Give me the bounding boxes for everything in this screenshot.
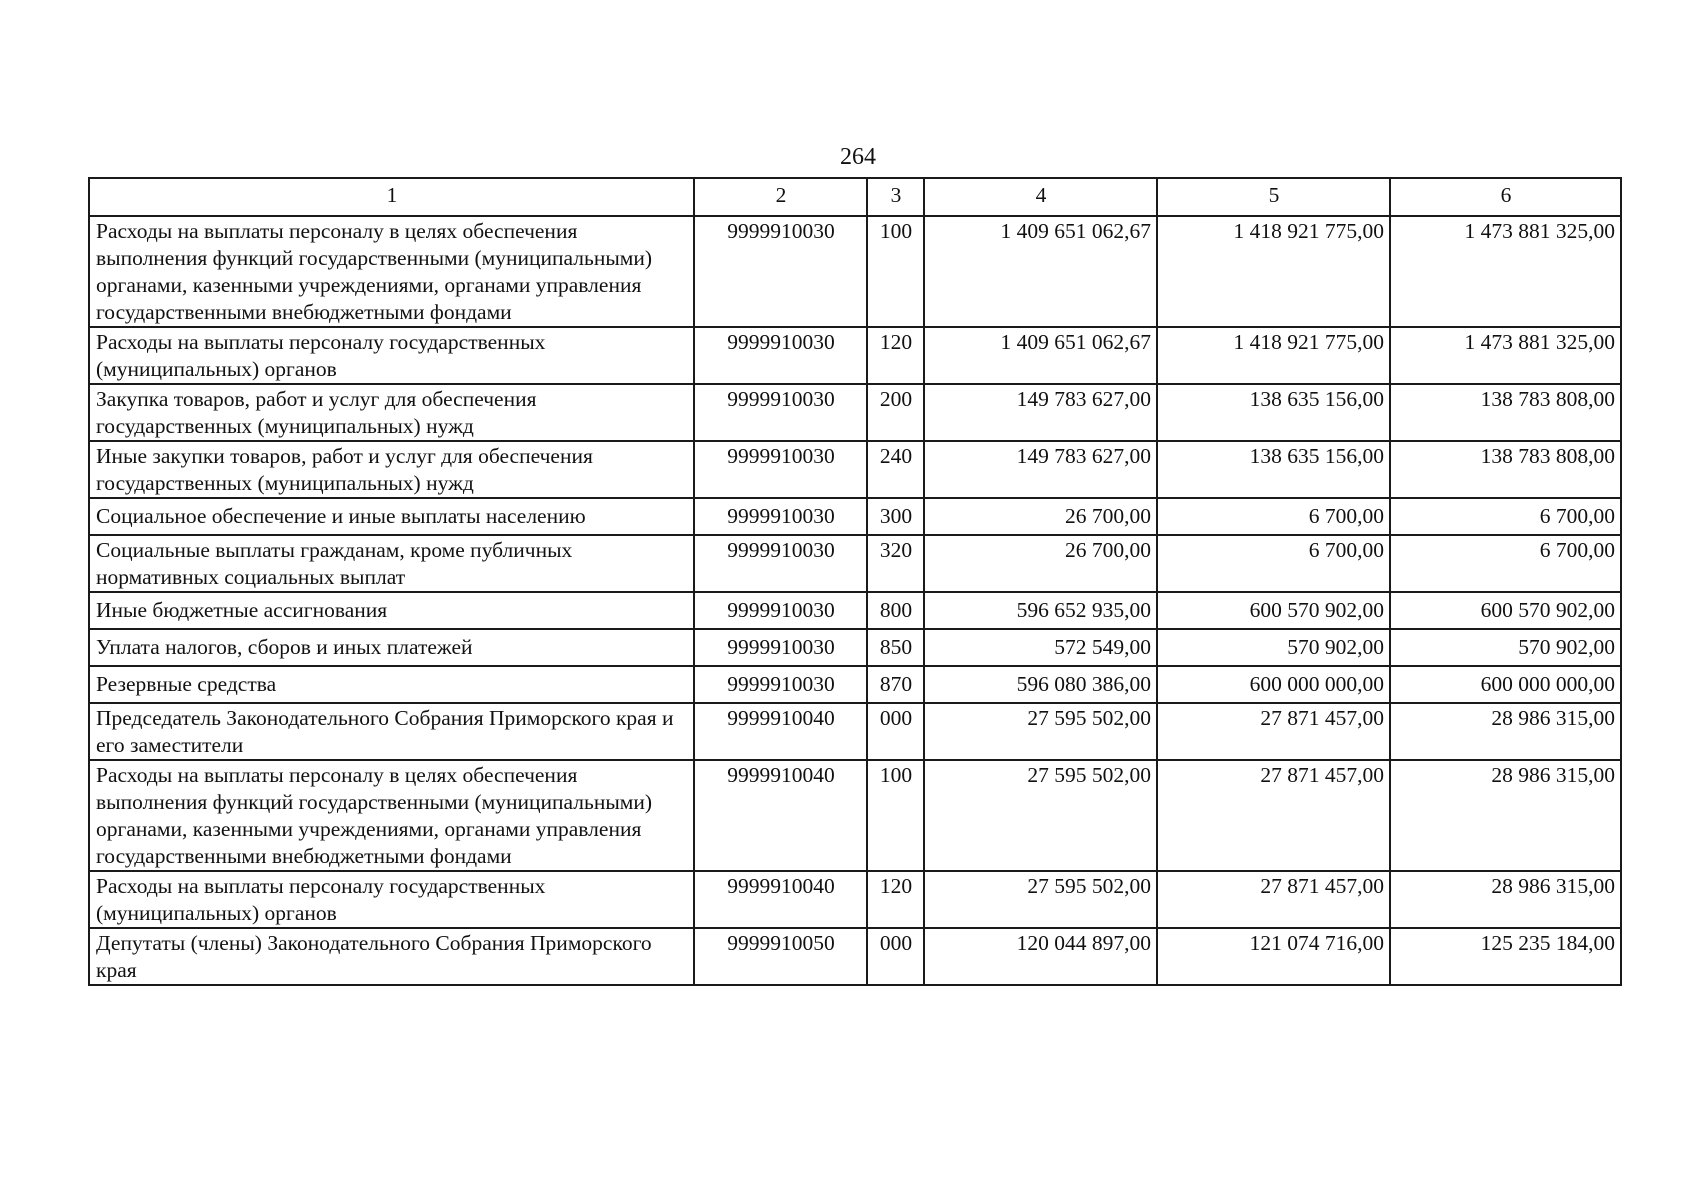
row-name: Закупка товаров, работ и услуг для обеспечения государственных (муниципальных) нужд [89, 384, 694, 441]
row-code: 9999910030 [694, 498, 867, 535]
row-value-6: 125 235 184,00 [1390, 928, 1621, 985]
row-name: Председатель Законодательного Собрания Приморского края и его заместители [89, 703, 694, 760]
row-name: Иные бюджетные ассигнования [89, 592, 694, 629]
row-value-6: 6 700,00 [1390, 535, 1621, 592]
row-value-5: 1 418 921 775,00 [1157, 327, 1390, 384]
row-code: 9999910030 [694, 592, 867, 629]
row-name: Социальное обеспечение и иные выплаты населению [89, 498, 694, 535]
row-value-4: 596 080 386,00 [924, 666, 1157, 703]
table-row [89, 441, 1621, 498]
row-value-6: 600 000 000,00 [1390, 666, 1621, 703]
row-value-5: 138 635 156,00 [1157, 384, 1390, 441]
row-value-5: 6 700,00 [1157, 535, 1390, 592]
header-col-2: 2 [694, 178, 867, 216]
row-value-5: 600 000 000,00 [1157, 666, 1390, 703]
row-name: Расходы на выплаты персоналу государственных (муниципальных) органов [89, 327, 694, 384]
header-row [89, 178, 1621, 216]
page-number: 264 [840, 144, 876, 170]
row-value-5: 138 635 156,00 [1157, 441, 1390, 498]
row-value-4: 26 700,00 [924, 535, 1157, 592]
row-value-4: 120 044 897,00 [924, 928, 1157, 985]
row-name: Расходы на выплаты персоналу государственных (муниципальных) органов [89, 871, 694, 928]
row-value-6: 600 570 902,00 [1390, 592, 1621, 629]
budget-table [88, 177, 1622, 986]
row-code: 9999910030 [694, 629, 867, 666]
row-value-6: 6 700,00 [1390, 498, 1621, 535]
row-value-6: 28 986 315,00 [1390, 703, 1621, 760]
table-row [89, 384, 1621, 441]
row-type: 100 [867, 216, 924, 327]
row-value-6: 28 986 315,00 [1390, 871, 1621, 928]
header-col-4: 4 [924, 178, 1157, 216]
row-code: 9999910040 [694, 871, 867, 928]
row-code: 9999910040 [694, 760, 867, 871]
table-row [89, 327, 1621, 384]
header-col-1: 1 [89, 178, 694, 216]
row-value-5: 121 074 716,00 [1157, 928, 1390, 985]
row-value-5: 27 871 457,00 [1157, 871, 1390, 928]
table-row [89, 592, 1621, 629]
row-value-4: 149 783 627,00 [924, 384, 1157, 441]
row-value-4: 27 595 502,00 [924, 703, 1157, 760]
row-code: 9999910040 [694, 703, 867, 760]
row-type: 120 [867, 871, 924, 928]
row-type: 850 [867, 629, 924, 666]
row-code: 9999910030 [694, 216, 867, 327]
header-col-5: 5 [1157, 178, 1390, 216]
row-value-6: 138 783 808,00 [1390, 441, 1621, 498]
row-type: 100 [867, 760, 924, 871]
row-type: 000 [867, 928, 924, 985]
row-value-6: 570 902,00 [1390, 629, 1621, 666]
row-name: Депутаты (члены) Законодательного Собрания Приморского края [89, 928, 694, 985]
row-type: 300 [867, 498, 924, 535]
row-name: Иные закупки товаров, работ и услуг для обеспечения государственных (муниципальных) нужд [89, 441, 694, 498]
header-col-3: 3 [867, 178, 924, 216]
table-row [89, 216, 1621, 327]
header-col-6: 6 [1390, 178, 1621, 216]
row-code: 9999910030 [694, 327, 867, 384]
row-value-6: 1 473 881 325,00 [1390, 327, 1621, 384]
row-name: Социальные выплаты гражданам, кроме публичных нормативных социальных выплат [89, 535, 694, 592]
row-value-4: 1 409 651 062,67 [924, 216, 1157, 327]
row-code: 9999910030 [694, 384, 867, 441]
table-row [89, 703, 1621, 760]
row-value-6: 1 473 881 325,00 [1390, 216, 1621, 327]
row-type: 870 [867, 666, 924, 703]
row-value-4: 1 409 651 062,67 [924, 327, 1157, 384]
row-name: Уплата налогов, сборов и иных платежей [89, 629, 694, 666]
row-value-6: 138 783 808,00 [1390, 384, 1621, 441]
row-type: 800 [867, 592, 924, 629]
row-type: 320 [867, 535, 924, 592]
row-value-5: 1 418 921 775,00 [1157, 216, 1390, 327]
row-code: 9999910030 [694, 666, 867, 703]
row-value-4: 26 700,00 [924, 498, 1157, 535]
table-row [89, 928, 1621, 985]
row-value-4: 27 595 502,00 [924, 871, 1157, 928]
row-type: 200 [867, 384, 924, 441]
row-value-4: 149 783 627,00 [924, 441, 1157, 498]
table-row [89, 760, 1621, 871]
row-code: 9999910030 [694, 441, 867, 498]
row-value-4: 596 652 935,00 [924, 592, 1157, 629]
row-name: Расходы на выплаты персоналу в целях обеспечения выполнения функций государственными (муниципальными) органами, казенными учреждениями, органами управления государственными внебюджетными фондами [89, 760, 694, 871]
table-row [89, 498, 1621, 535]
row-value-6: 28 986 315,00 [1390, 760, 1621, 871]
row-type: 000 [867, 703, 924, 760]
row-name: Резервные средства [89, 666, 694, 703]
row-code: 9999910030 [694, 535, 867, 592]
row-value-5: 6 700,00 [1157, 498, 1390, 535]
row-value-5: 600 570 902,00 [1157, 592, 1390, 629]
table-row [89, 666, 1621, 703]
row-value-5: 27 871 457,00 [1157, 703, 1390, 760]
row-value-5: 570 902,00 [1157, 629, 1390, 666]
row-code: 9999910050 [694, 928, 867, 985]
table-row [89, 629, 1621, 666]
row-type: 120 [867, 327, 924, 384]
row-value-4: 572 549,00 [924, 629, 1157, 666]
row-value-5: 27 871 457,00 [1157, 760, 1390, 871]
row-name: Расходы на выплаты персоналу в целях обеспечения выполнения функций государственными (муниципальными) органами, казенными учреждениями, органами управления государственными внебюджетными фондами [89, 216, 694, 327]
row-value-4: 27 595 502,00 [924, 760, 1157, 871]
table-row [89, 535, 1621, 592]
row-type: 240 [867, 441, 924, 498]
table-row [89, 871, 1621, 928]
